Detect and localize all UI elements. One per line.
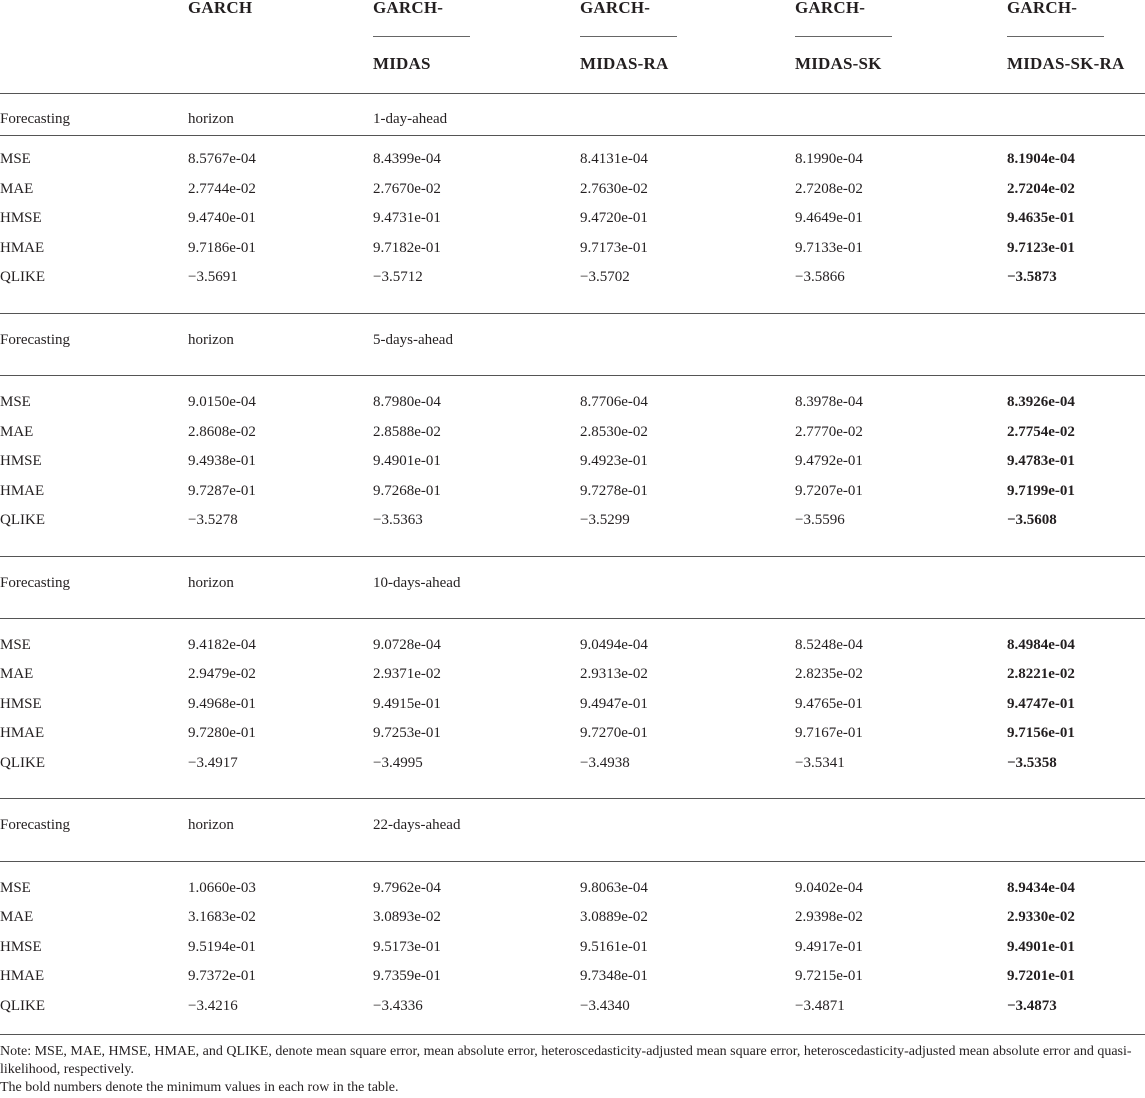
row-metric: HMAE xyxy=(0,240,45,256)
section-horizon: 22-days-ahead xyxy=(373,817,461,833)
cell-garch-midas-sk: 9.4765e-01 xyxy=(795,696,863,712)
cell-garch: 9.4182e-04 xyxy=(188,637,256,653)
cell-garch-midas-sk-ra-min: 2.7204e-02 xyxy=(1007,181,1075,197)
cell-garch-midas-sk-ra-min: −3.5608 xyxy=(1007,512,1057,528)
cell-garch-midas: 2.9371e-02 xyxy=(373,666,441,682)
row-metric: MAE xyxy=(0,666,34,682)
row-metric: HMSE xyxy=(0,453,42,469)
cell-garch-midas: 8.4399e-04 xyxy=(373,151,441,167)
cell-garch-midas-sk-ra-min: 2.9330e-02 xyxy=(1007,909,1075,925)
section-label-2: horizon xyxy=(188,817,234,833)
header-bottom-rule xyxy=(0,93,1145,94)
table-note: Note: MSE, MAE, HMSE, HMAE, and QLIKE, denote mean square error, mean absolute error, heteroscedasticity-adjusted mean square error, heteroscedasticity-adjusted mean absolute error and quasi-likelihood, respectively. xyxy=(0,1044,1132,1077)
cell-garch-midas: 9.7359e-01 xyxy=(373,968,441,984)
cell-garch-midas-ra: 9.4923e-01 xyxy=(580,453,648,469)
cell-garch: −3.4216 xyxy=(188,998,238,1014)
header-garch-midas-sk-bottom: MIDAS-SK xyxy=(795,54,882,73)
header-divider xyxy=(795,36,892,37)
cell-garch-midas-ra: −3.5299 xyxy=(580,512,630,528)
cell-garch-midas-ra: −3.4340 xyxy=(580,998,630,1014)
cell-garch-midas-sk-ra-min: −3.5873 xyxy=(1007,269,1057,285)
section-label: Forecasting xyxy=(0,332,70,348)
cell-garch-midas-sk: 9.4792e-01 xyxy=(795,453,863,469)
cell-garch-midas-ra: 9.7278e-01 xyxy=(580,483,648,499)
cell-garch-midas-ra: 9.5161e-01 xyxy=(580,939,648,955)
row-metric: HMSE xyxy=(0,696,42,712)
cell-garch: 2.9479e-02 xyxy=(188,666,256,682)
cell-garch-midas-sk: 2.7770e-02 xyxy=(795,424,863,440)
cell-garch-midas: 9.0728e-04 xyxy=(373,637,441,653)
section-horizon: 10-days-ahead xyxy=(373,575,461,591)
section-rule xyxy=(0,313,1145,314)
cell-garch-midas-sk: 9.4917e-01 xyxy=(795,939,863,955)
cell-garch-midas-sk: −3.5596 xyxy=(795,512,845,528)
header-garch: GARCH xyxy=(188,0,253,17)
cell-garch: 9.7372e-01 xyxy=(188,968,256,984)
cell-garch: 9.7287e-01 xyxy=(188,483,256,499)
header-garch-midas-top: GARCH- xyxy=(373,0,444,17)
section-label-2: horizon xyxy=(188,332,234,348)
row-metric: HMAE xyxy=(0,725,45,741)
row-metric: MSE xyxy=(0,151,31,167)
cell-garch-midas-sk-ra-min: 8.1904e-04 xyxy=(1007,151,1075,167)
cell-garch-midas: 2.7670e-02 xyxy=(373,181,441,197)
cell-garch: 9.5194e-01 xyxy=(188,939,256,955)
cell-garch-midas: 9.4915e-01 xyxy=(373,696,441,712)
cell-garch-midas-ra: 3.0889e-02 xyxy=(580,909,648,925)
cell-garch-midas-sk-ra-min: 9.7156e-01 xyxy=(1007,725,1075,741)
cell-garch: 9.0150e-04 xyxy=(188,394,256,410)
cell-garch-midas-ra: 9.7173e-01 xyxy=(580,240,648,256)
cell-garch-midas-ra: −3.5702 xyxy=(580,269,630,285)
header-garch-midas-sk-ra-top: GARCH- xyxy=(1007,0,1078,17)
section-horizon: 1-day-ahead xyxy=(373,111,448,127)
section-rule xyxy=(0,861,1145,862)
header-garch-midas-bottom: MIDAS xyxy=(373,54,431,73)
cell-garch-midas: −3.5712 xyxy=(373,269,423,285)
cell-garch-midas-sk: 8.1990e-04 xyxy=(795,151,863,167)
cell-garch-midas-sk: 8.3978e-04 xyxy=(795,394,863,410)
row-metric: HMSE xyxy=(0,210,42,226)
section-label: Forecasting xyxy=(0,111,70,127)
cell-garch: −3.4917 xyxy=(188,755,238,771)
cell-garch-midas: 9.7253e-01 xyxy=(373,725,441,741)
cell-garch-midas-sk-ra-min: −3.4873 xyxy=(1007,998,1057,1014)
cell-garch-midas-sk-ra-min: 2.8221e-02 xyxy=(1007,666,1075,682)
cell-garch-midas: 3.0893e-02 xyxy=(373,909,441,925)
cell-garch-midas-sk: −3.5341 xyxy=(795,755,845,771)
cell-garch-midas-sk-ra-min: 9.4901e-01 xyxy=(1007,939,1075,955)
cell-garch-midas-sk-ra-min: 9.4747e-01 xyxy=(1007,696,1075,712)
cell-garch-midas-sk: 2.9398e-02 xyxy=(795,909,863,925)
section-rule xyxy=(0,618,1145,619)
cell-garch: 2.8608e-02 xyxy=(188,424,256,440)
cell-garch-midas-sk-ra-min: 9.7199e-01 xyxy=(1007,483,1075,499)
section-label-2: horizon xyxy=(188,575,234,591)
cell-garch-midas-sk: 9.4649e-01 xyxy=(795,210,863,226)
cell-garch: 9.4740e-01 xyxy=(188,210,256,226)
row-metric: MAE xyxy=(0,181,34,197)
cell-garch-midas-ra: 9.4720e-01 xyxy=(580,210,648,226)
table-bottom-rule xyxy=(0,1034,1145,1035)
cell-garch-midas-sk-ra-min: −3.5358 xyxy=(1007,755,1057,771)
cell-garch-midas-sk-ra-min: 8.4984e-04 xyxy=(1007,637,1075,653)
section-label: Forecasting xyxy=(0,575,70,591)
cell-garch-midas-ra: 2.9313e-02 xyxy=(580,666,648,682)
cell-garch-midas-sk-ra-min: 2.7754e-02 xyxy=(1007,424,1075,440)
row-metric: HMAE xyxy=(0,968,45,984)
header-garch-midas-ra-bottom: MIDAS-RA xyxy=(580,54,669,73)
cell-garch-midas-ra: 9.4947e-01 xyxy=(580,696,648,712)
row-metric: MAE xyxy=(0,424,34,440)
cell-garch: −3.5691 xyxy=(188,269,238,285)
cell-garch-midas: 9.5173e-01 xyxy=(373,939,441,955)
cell-garch-midas-sk: 2.7208e-02 xyxy=(795,181,863,197)
section-label-2: horizon xyxy=(188,111,234,127)
cell-garch-midas-sk: 8.5248e-04 xyxy=(795,637,863,653)
cell-garch-midas-ra: 9.7270e-01 xyxy=(580,725,648,741)
cell-garch-midas: 8.7980e-04 xyxy=(373,394,441,410)
row-metric: MSE xyxy=(0,394,31,410)
cell-garch-midas: 2.8588e-02 xyxy=(373,424,441,440)
cell-garch-midas: 9.7962e-04 xyxy=(373,880,441,896)
cell-garch-midas-sk: −3.4871 xyxy=(795,998,845,1014)
cell-garch-midas-ra: 9.0494e-04 xyxy=(580,637,648,653)
cell-garch: 2.7744e-02 xyxy=(188,181,256,197)
cell-garch-midas-sk-ra-min: 9.7201e-01 xyxy=(1007,968,1075,984)
section-label: Forecasting xyxy=(0,817,70,833)
cell-garch-midas-sk-ra-min: 8.3926e-04 xyxy=(1007,394,1075,410)
cell-garch-midas-sk-ra-min: 8.9434e-04 xyxy=(1007,880,1075,896)
cell-garch-midas-sk-ra-min: 9.7123e-01 xyxy=(1007,240,1075,256)
cell-garch-midas-ra: 9.7348e-01 xyxy=(580,968,648,984)
cell-garch-midas-sk-ra-min: 9.4635e-01 xyxy=(1007,210,1075,226)
cell-garch-midas: 9.7268e-01 xyxy=(373,483,441,499)
cell-garch-midas-ra: 9.8063e-04 xyxy=(580,880,648,896)
row-metric: QLIKE xyxy=(0,998,45,1014)
row-metric: QLIKE xyxy=(0,269,45,285)
header-garch-midas-sk-ra-bottom: MIDAS-SK-RA xyxy=(1007,54,1125,73)
cell-garch-midas-sk-ra-min: 9.4783e-01 xyxy=(1007,453,1075,469)
row-metric: MSE xyxy=(0,880,31,896)
cell-garch: 8.5767e-04 xyxy=(188,151,256,167)
cell-garch-midas: −3.4995 xyxy=(373,755,423,771)
cell-garch: 9.7186e-01 xyxy=(188,240,256,256)
table-note-bold-explanation: The bold numbers denote the minimum values in each row in the table. xyxy=(0,1080,399,1095)
cell-garch-midas-ra: −3.4938 xyxy=(580,755,630,771)
cell-garch: 3.1683e-02 xyxy=(188,909,256,925)
cell-garch-midas-ra: 8.4131e-04 xyxy=(580,151,648,167)
cell-garch: −3.5278 xyxy=(188,512,238,528)
row-metric: QLIKE xyxy=(0,512,45,528)
cell-garch-midas-sk: 9.7133e-01 xyxy=(795,240,863,256)
cell-garch-midas-sk: 9.7167e-01 xyxy=(795,725,863,741)
row-metric: MSE xyxy=(0,637,31,653)
cell-garch-midas: −3.4336 xyxy=(373,998,423,1014)
cell-garch-midas: 9.4901e-01 xyxy=(373,453,441,469)
row-metric: HMSE xyxy=(0,939,42,955)
cell-garch: 9.4968e-01 xyxy=(188,696,256,712)
cell-garch-midas-sk: 9.0402e-04 xyxy=(795,880,863,896)
section-horizon: 5-days-ahead xyxy=(373,332,453,348)
cell-garch: 1.0660e-03 xyxy=(188,880,256,896)
header-divider xyxy=(373,36,470,37)
cell-garch-midas-sk: 2.8235e-02 xyxy=(795,666,863,682)
section-rule xyxy=(0,135,1145,136)
cell-garch-midas: −3.5363 xyxy=(373,512,423,528)
section-rule xyxy=(0,556,1145,557)
section-rule xyxy=(0,798,1145,799)
cell-garch-midas-sk: −3.5866 xyxy=(795,269,845,285)
header-divider xyxy=(580,36,677,37)
cell-garch-midas-ra: 2.8530e-02 xyxy=(580,424,648,440)
cell-garch: 9.4938e-01 xyxy=(188,453,256,469)
cell-garch-midas-ra: 2.7630e-02 xyxy=(580,181,648,197)
cell-garch-midas: 9.4731e-01 xyxy=(373,210,441,226)
cell-garch-midas-sk: 9.7215e-01 xyxy=(795,968,863,984)
row-metric: HMAE xyxy=(0,483,45,499)
cell-garch: 9.7280e-01 xyxy=(188,725,256,741)
header-divider xyxy=(1007,36,1104,37)
section-rule xyxy=(0,375,1145,376)
cell-garch-midas-sk: 9.7207e-01 xyxy=(795,483,863,499)
cell-garch-midas: 9.7182e-01 xyxy=(373,240,441,256)
header-garch-midas-sk-top: GARCH- xyxy=(795,0,866,17)
header-garch-midas-ra-top: GARCH- xyxy=(580,0,651,17)
row-metric: QLIKE xyxy=(0,755,45,771)
cell-garch-midas-ra: 8.7706e-04 xyxy=(580,394,648,410)
row-metric: MAE xyxy=(0,909,34,925)
